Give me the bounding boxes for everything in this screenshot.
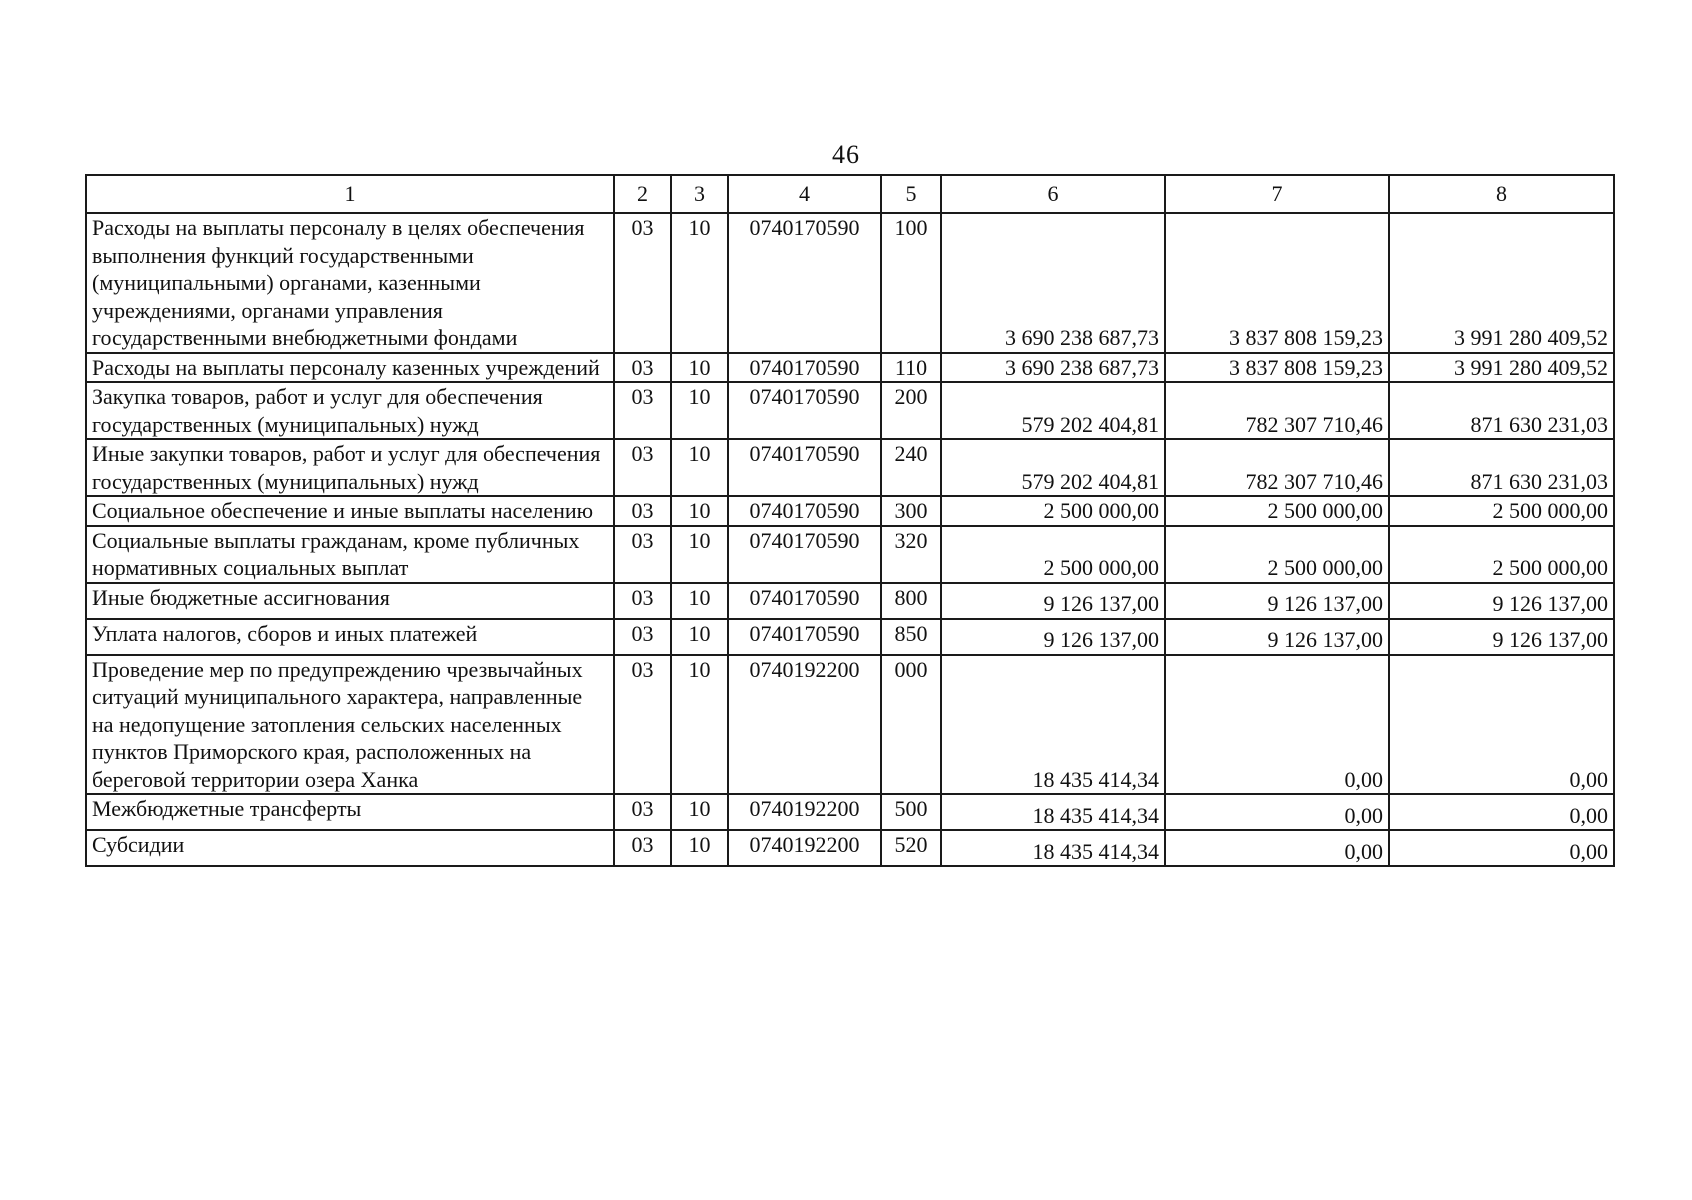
row-amount-7: 782 307 710,46 [1165, 382, 1389, 439]
row-section-code: 03 [614, 382, 671, 439]
column-header-8: 8 [1389, 175, 1614, 213]
table-row [86, 583, 1614, 619]
row-subsection-code: 10 [671, 794, 728, 830]
row-expense-type: 110 [881, 353, 941, 383]
row-expense-type: 240 [881, 439, 941, 496]
column-header-1: 1 [86, 175, 614, 213]
row-name: Социальное обеспечение и иные выплаты населению [86, 496, 614, 526]
row-amount-7: 2 500 000,00 [1165, 526, 1389, 583]
row-amount-6: 2 500 000,00 [941, 496, 1165, 526]
row-name: Проведение мер по предупреждению чрезвычайных ситуаций муниципального характера, направленные на недопущение затопления сельских населенных пунктов Приморского края, расположенных на береговой территории озера Ханка [86, 655, 614, 795]
row-target-article: 0740192200 [728, 655, 881, 795]
row-subsection-code: 10 [671, 382, 728, 439]
row-target-article: 0740170590 [728, 619, 881, 655]
row-target-article: 0740170590 [728, 213, 881, 353]
column-header-6: 6 [941, 175, 1165, 213]
row-expense-type: 320 [881, 526, 941, 583]
row-amount-8: 3 991 280 409,52 [1389, 213, 1614, 353]
column-header-5: 5 [881, 175, 941, 213]
row-expense-type: 100 [881, 213, 941, 353]
row-amount-8: 0,00 [1389, 830, 1614, 866]
row-amount-6: 579 202 404,81 [941, 439, 1165, 496]
table-row [86, 353, 1614, 383]
row-target-article: 0740170590 [728, 439, 881, 496]
row-name: Уплата налогов, сборов и иных платежей [86, 619, 614, 655]
row-amount-6: 9 126 137,00 [941, 583, 1165, 619]
table-row [86, 619, 1614, 655]
row-section-code: 03 [614, 619, 671, 655]
row-amount-7: 0,00 [1165, 794, 1389, 830]
row-name: Субсидии [86, 830, 614, 866]
row-subsection-code: 10 [671, 213, 728, 353]
row-amount-8: 871 630 231,03 [1389, 382, 1614, 439]
row-amount-8: 9 126 137,00 [1389, 619, 1614, 655]
row-target-article: 0740170590 [728, 382, 881, 439]
row-section-code: 03 [614, 213, 671, 353]
row-amount-6: 2 500 000,00 [941, 526, 1165, 583]
table-row [86, 830, 1614, 866]
row-section-code: 03 [614, 794, 671, 830]
column-header-4: 4 [728, 175, 881, 213]
row-subsection-code: 10 [671, 830, 728, 866]
table-row [86, 439, 1614, 496]
row-name: Межбюджетные трансферты [86, 794, 614, 830]
row-section-code: 03 [614, 655, 671, 795]
row-subsection-code: 10 [671, 619, 728, 655]
row-subsection-code: 10 [671, 583, 728, 619]
table-row [86, 496, 1614, 526]
row-amount-7: 9 126 137,00 [1165, 583, 1389, 619]
table-row [86, 382, 1614, 439]
row-name: Социальные выплаты гражданам, кроме публичных нормативных социальных выплат [86, 526, 614, 583]
row-amount-8: 0,00 [1389, 794, 1614, 830]
row-amount-7: 782 307 710,46 [1165, 439, 1389, 496]
row-amount-7: 0,00 [1165, 830, 1389, 866]
row-subsection-code: 10 [671, 439, 728, 496]
column-header-3: 3 [671, 175, 728, 213]
row-subsection-code: 10 [671, 353, 728, 383]
row-section-code: 03 [614, 439, 671, 496]
row-target-article: 0740170590 [728, 353, 881, 383]
row-name: Расходы на выплаты персоналу казенных учреждений [86, 353, 614, 383]
row-amount-8: 0,00 [1389, 655, 1614, 795]
row-amount-6: 18 435 414,34 [941, 794, 1165, 830]
row-name: Иные бюджетные ассигнования [86, 583, 614, 619]
row-amount-7: 2 500 000,00 [1165, 496, 1389, 526]
row-subsection-code: 10 [671, 496, 728, 526]
row-amount-6: 9 126 137,00 [941, 619, 1165, 655]
column-header-2: 2 [614, 175, 671, 213]
row-amount-7: 3 837 808 159,23 [1165, 353, 1389, 383]
row-amount-6: 18 435 414,34 [941, 830, 1165, 866]
row-name: Иные закупки товаров, работ и услуг для обеспечения государственных (муниципальных) нужд [86, 439, 614, 496]
row-expense-type: 520 [881, 830, 941, 866]
row-name: Расходы на выплаты персоналу в целях обеспечения выполнения функций государственными (муниципальными) органами, казенными учреждениями, органами управления государственными внебюджетными фондами [86, 213, 614, 353]
row-amount-8: 9 126 137,00 [1389, 583, 1614, 619]
table-row [86, 794, 1614, 830]
row-section-code: 03 [614, 496, 671, 526]
row-expense-type: 000 [881, 655, 941, 795]
row-amount-8: 2 500 000,00 [1389, 526, 1614, 583]
table-row [86, 655, 1614, 795]
row-expense-type: 800 [881, 583, 941, 619]
row-section-code: 03 [614, 830, 671, 866]
row-target-article: 0740192200 [728, 794, 881, 830]
row-amount-8: 3 991 280 409,52 [1389, 353, 1614, 383]
row-name: Закупка товаров, работ и услуг для обеспечения государственных (муниципальных) нужд [86, 382, 614, 439]
row-target-article: 0740170590 [728, 526, 881, 583]
table-header-row [86, 175, 1614, 213]
row-amount-7: 0,00 [1165, 655, 1389, 795]
table-row [86, 213, 1614, 353]
row-subsection-code: 10 [671, 526, 728, 583]
row-amount-6: 3 690 238 687,73 [941, 213, 1165, 353]
row-subsection-code: 10 [671, 655, 728, 795]
row-target-article: 0740170590 [728, 496, 881, 526]
row-section-code: 03 [614, 353, 671, 383]
budget-table [85, 174, 1615, 867]
row-amount-7: 3 837 808 159,23 [1165, 213, 1389, 353]
table-row [86, 526, 1614, 583]
row-section-code: 03 [614, 583, 671, 619]
row-target-article: 0740170590 [728, 583, 881, 619]
column-header-7: 7 [1165, 175, 1389, 213]
row-expense-type: 500 [881, 794, 941, 830]
row-expense-type: 200 [881, 382, 941, 439]
row-amount-6: 3 690 238 687,73 [941, 353, 1165, 383]
row-amount-7: 9 126 137,00 [1165, 619, 1389, 655]
row-expense-type: 300 [881, 496, 941, 526]
row-section-code: 03 [614, 526, 671, 583]
row-target-article: 0740192200 [728, 830, 881, 866]
page-number: 46 [832, 140, 860, 169]
row-expense-type: 850 [881, 619, 941, 655]
row-amount-6: 579 202 404,81 [941, 382, 1165, 439]
row-amount-8: 2 500 000,00 [1389, 496, 1614, 526]
row-amount-6: 18 435 414,34 [941, 655, 1165, 795]
row-amount-8: 871 630 231,03 [1389, 439, 1614, 496]
